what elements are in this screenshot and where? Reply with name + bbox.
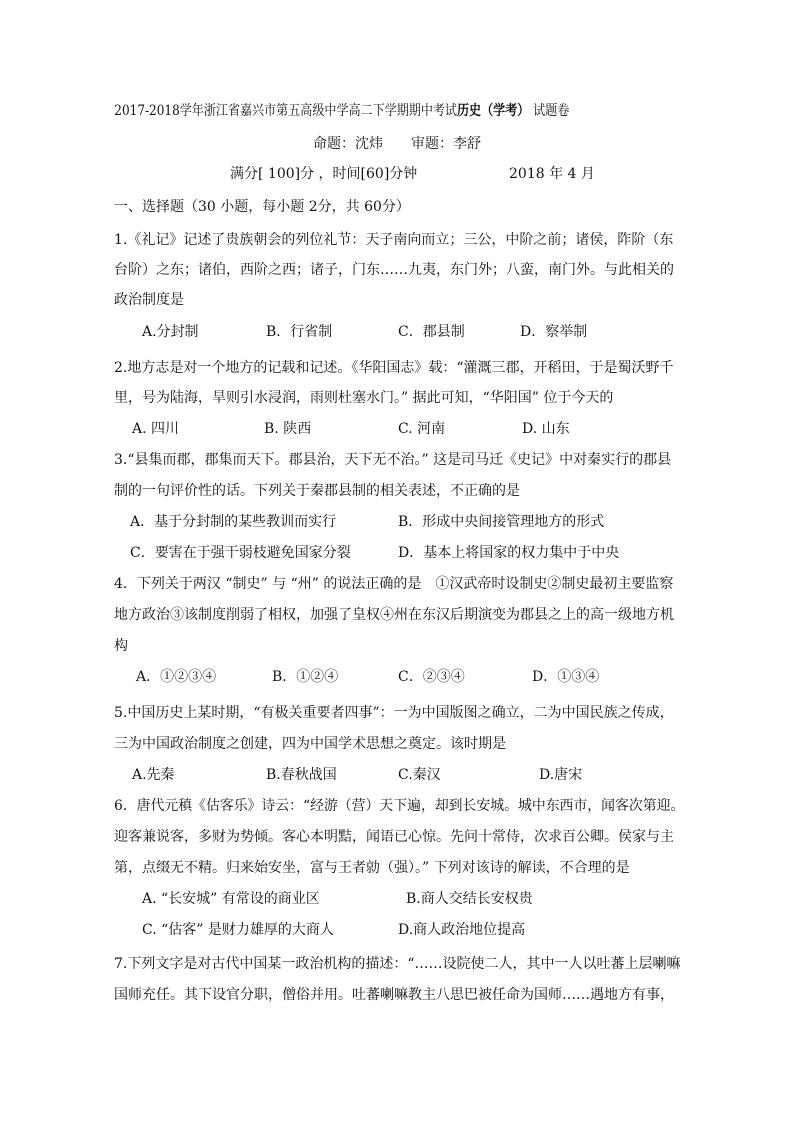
question-text-line: 地方政治③该制度削弱了相权，加强了皇权④州在东汉后期演变为郡县之上的高一级地方机 bbox=[114, 607, 674, 623]
option-c: C. “估客” 是财力雄厚的大商人 bbox=[142, 922, 334, 938]
question-text-line: 第，点缀无不精。归来始安坐，富与王者勍（强）。” 下列对该诗的解读，不合理的是 bbox=[114, 860, 630, 876]
option-a: A．①②③④ bbox=[136, 669, 217, 685]
option-a: A. 四川 bbox=[132, 421, 180, 437]
question-text-line: 6．唐代元稹《估客乐》诗云：“经游（营）天下遍，却到长安城。城中东西市，闻客次第迎。 bbox=[114, 798, 685, 814]
question-text-line: 三为中国政治制度之创建，四为中国学术思想之奠定。该时期是 bbox=[114, 736, 506, 752]
option-b: B．行省制 bbox=[266, 324, 333, 340]
option-b: B．形成中央间接管理地方的形式 bbox=[398, 514, 605, 530]
question-text-line: 1.《礼记》记述了贵族朝会的列位礼节：天子南向而立；三公，中阶之前；诸侯，阼阶（东 bbox=[114, 232, 674, 248]
option-d: D．①③④ bbox=[532, 669, 600, 685]
question-text-line: 3.“县集而郡，郡集而天下。郡县治，天下无不治。” 这是司马迁《史记》中对秦实行的郡县 bbox=[114, 452, 672, 468]
option-d: D．基本上将国家的权力集中于中央 bbox=[398, 545, 620, 561]
option-c: C．②③④ bbox=[398, 669, 465, 685]
option-d: D. 山东 bbox=[522, 421, 570, 437]
option-d: D.商人政治地位提高 bbox=[398, 922, 526, 938]
option-b: B.春秋战国 bbox=[266, 767, 337, 783]
option-a: A．基于分封制的某些教训而实行 bbox=[130, 514, 337, 530]
exam-date: 2018 年 4 月 bbox=[509, 166, 595, 182]
option-c: C．要害在于强干弱枝避免国家分裂 bbox=[130, 545, 351, 561]
question-text-line: 4．下列关于两汉 “制史” 与 “州” 的说法正确的是 ①汉武帝时设制史②制史最初主要监察 bbox=[114, 576, 674, 592]
question-text-line: 7.下列文字是对古代中国某一政治机构的描述：“……设院使二人，其中一人以吐蕃上层喇嘛 bbox=[114, 956, 681, 972]
exam-title bbox=[0, 101, 684, 121]
question-text-line: 制的一句评价性的话。下列关于秦郡县制的相关表述，不正确的是 bbox=[114, 483, 520, 499]
question-text-line: 构 bbox=[114, 638, 128, 654]
option-b: B.商人交结长安权贵 bbox=[406, 891, 533, 907]
option-c: C. 河南 bbox=[398, 421, 446, 437]
option-a: A. “长安城” 有常设的商业区 bbox=[142, 891, 320, 907]
section-heading: 一、选择题（30 小题，每小题 2分，共 60分） bbox=[114, 199, 410, 215]
title-subject: 历史（学考） bbox=[456, 103, 530, 119]
option-b: B. 陕西 bbox=[264, 421, 312, 437]
exam-score-time: 满分[ 100]分 ，时间[60]分钟 bbox=[230, 166, 418, 182]
option-d: D．察举制 bbox=[520, 324, 588, 340]
option-a: A.分封制 bbox=[142, 324, 199, 340]
exam-authors: 命题：沈炜 审题：李舒 bbox=[313, 136, 481, 152]
title-suffix: 试题卷 bbox=[529, 103, 570, 119]
option-d: D.唐宋 bbox=[539, 767, 583, 783]
question-text-line: 里，号为陆海，旱则引水浸润，雨则杜塞水门。” 据此可知，“华阳国” 位于今天的 bbox=[114, 390, 614, 406]
option-c: C．郡县制 bbox=[398, 324, 465, 340]
option-c: C.秦汉 bbox=[398, 767, 441, 783]
option-a: A.先秦 bbox=[132, 767, 175, 783]
question-text-line: 国师充任。其下设官分职，僧俗并用。吐蕃喇嘛教主八思巴被任命为国师……遇地方有事， bbox=[114, 987, 674, 1003]
question-text-line: 5.中国历史上某时期，“有极关重要者四事”：一为中国版图之确立，二为中国民族之传成， bbox=[114, 705, 674, 721]
question-text-line: 迎客兼说客，多财为势倾。客心本明黠，闻语已心惊。先问十常侍，次求百公卿。侯家与主 bbox=[114, 829, 674, 845]
option-b: B．①②④ bbox=[272, 669, 339, 685]
question-text-line: 政治制度是 bbox=[114, 292, 184, 308]
question-text-line: 2.地方志是对一个地方的记载和记述。《华阳国志》载：“灌溉三郡，开稻田，于是蜀沃野千 bbox=[114, 360, 674, 376]
question-text-line: 台阶）之东；诸伯，西阶之西；诸子，门东……九夷，东门外；八蛮，南门外。与此相关的 bbox=[114, 262, 674, 278]
title-main: 2017-2018学年浙江省嘉兴市第五高级中学高二下学期期中考试 bbox=[114, 103, 457, 119]
